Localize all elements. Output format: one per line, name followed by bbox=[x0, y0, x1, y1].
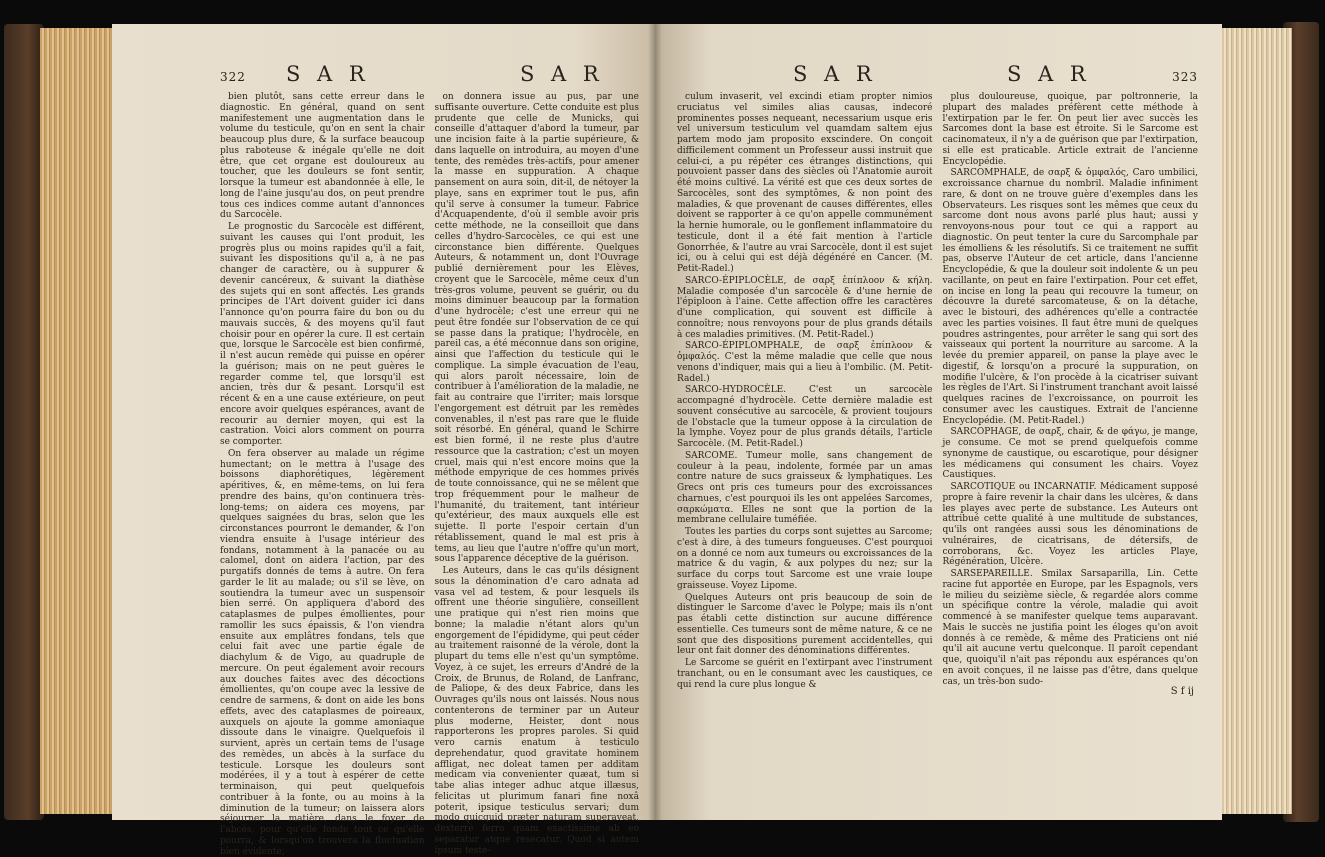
paragraph: SARCO-ÉPIPLOMPHALE, de σαρξ ἐπίπλοον & ὀμφαλός. C'est la même maladie que celle que nous venons d'indiquer, mais qui a lieu à l'ombilic. (M. Petit-Radel.) bbox=[677, 341, 933, 384]
left-page bbox=[112, 24, 655, 857]
paragraph: bien plutôt, sans cette erreur dans le diagnostic. En général, quand on sent manifestement une augmentation dans le volume du testicule, qu'on en sent la chair beaucoup plus dure, & la surface beaucoup plus raboteuse & inégale qu'elle ne doit être, que cet organe est douloureux au toucher, que les douleurs se font sentir, lorsque la tumeur est abandonnée à elle, le long de l'aine jusqu'au dos, on peut prendre tous ces indices comme autant d'annonces du Sarcocèle. bbox=[220, 92, 425, 221]
paragraph: SARCOMPHALE, de σαρξ & ὀμφαλός, Caro umbilici, excroissance charnue du nombril. Maladie infiniment rare, & dont on ne trouve guère d'exemples dans les Observateurs. Les risques sont les mêmes que ceux du sarcome dont nous avons parlé plus haut; aussi y renvoyons-nous pour tout ce qui a rapport au diagnostic. On peut tenter la cure du Sarcomphale par les émolliens & les résolutifs. Si ce traitement ne suffit pas, observe l'Auteur de cet article, dans l'ancienne Encyclopédie, & que la douleur soit indolente & un peu vacillante, on peut en faire l'extirpation. Pour cet effet, on incise en long la peau qui recouvre la tumeur, on découvre la dureté sarcomateuse, & on la détache, avec le bistouri, des adhérences qu'elle a contractée avec les parties voisines. Il faut être muni de quelques poudres astringentes, pour arrêter le sang qui sort des vaisseaux qui portent la nourriture au sarcome. A la levée du premier appareil, on panse la playe avec le digestif, & lorsqu'on a procuré la suppuration, on modifie l'ulcère, & l'on procède à la cicatriser suivant les règles de l'Art. Si l'instrument tranchant avoit laissé quelques racines de l'excroissance, on pourroit les consumer avec les caustiques. Extrait de l'ancienne Encyclopédie. (M. Petit-Radel.) bbox=[942, 168, 1198, 426]
paragraph: Les Auteurs, dans le cas qu'ils désignent sous la dénomination d'e caro adnata ad vasa vel ad testem, & pour lesquels ils offrent une théorie singulière, conseillent une pratique qui n'est rien moins que bonne; la maladie n'étant alors qu'un engorgement de l'épididyme, qui peut céder au traitement raisonné de la vérole, dont la plupart du tems elle n'est qu'un symptôme. Voyez, à ce sujet, les erreurs d'André de la Croix, de Brunus, de Roland, de Lanfranc, de Paliope, & des deux Fabrice, dans les Ouvrages qu'ils nous ont laissés. Nous nous contenterons de terminer par un Auteur plus moderne, Heister, dont nous rapporterons les propres paroles. Si quid vero carnis enatum à testiculo deprehendatur, quod gravitate hominem affligat, nec doleat tamen per additam medicam via convenienter quæat, tum si tabe alias integer adhuc atque illæsus, felicitas ut plurimum fanari fine noxâ poterit, ipsique testiculus servari; dum modo quicquid præter naturam superaveat, dexterrè ferro quam exactissime ab eo separatur atque resecatur. Quod si autem ipsum teste- bbox=[434, 566, 639, 856]
paragraph: On fera observer au malade un régime humectant; on le mettra à l'usage des boissons diaphorétiques, légèrement apéritives, &, en même-tems, on lui fera prendre des bains, qu'on continuera très-long-tems; on aidera ces moyens, par quelques saignées du bras, selon que les circonstances pourront le demander, & l'on viendra ensuite à l'usage intérieur des fondans, notamment à la panacée ou au calomel, dont on aidera l'action, par des purgatifs donnés de tems à autre. On fera garder le lit au malade; ou s'il se lève, on soutiendra la tumeur avec un suspensoir bien serré. On appliquera d'abord des cataplasmes de pulpes émollientes, pour ramollir les sucs épaissis, & l'on viendra ensuite aux emplâtres fondans, tels que celui fait avec une partie égale de diachylum & de Vigo, au quadruple de mercure. On peut également avoir recours aux douches faites avec des décoctions émollientes, qu'on coupe avec la lessive de cendre de sarmens, & dont on aide les bons effets, avec des cataplasmes de poireaux, auxquels on ajoute la gomme amoniaque dissoute dans le vinaigre. Quelquefois il survient, après un certain tems de l'usage des remèdes, un abcès à la surface du testicule. Lorsque les douleurs sont modérées, il y a tout à espérer de cette terminaison, qui peut quelquefois contribuer à la fonte, ou au moins à la diminution de la tumeur; on laissera alors séjourner la matière, dans le foyer de l'abcès, pour qu'elle fonde tout ce qu'elle pourra, & lorsqu'on trouvera la fluctuation bien évidente, bbox=[220, 448, 425, 857]
right-page-number: 323 bbox=[1172, 70, 1198, 84]
paragraph: SARCOME. Tumeur molle, sans changement de couleur à la peau, indolente, formée par un amas contre nature de sucs graisseux & lymphatiques. Les Grecs ont pris ces tumeurs pour des excroissances charnues, c'est pourquoi ils les ont appelées Sarcomes, σαρκώματα. Elles ne sont que la portion de la membrane cellulaire tuméfiée. bbox=[677, 450, 933, 526]
page-edges-left bbox=[40, 28, 112, 814]
paragraph: Quelques Auteurs ont pris beaucoup de soin de distinguer le Sarcome d'avec le Polype; mais ils n'ont pas établi cette distinction sur aucune différence essentielle. Ces tumeurs sont de même nature, & ce ne sont que des dispositions purement accidentelles, qui leur ont fait donner des dénominations différentes. bbox=[677, 592, 933, 657]
left-running-head-1: S A R bbox=[286, 62, 370, 86]
book-cover-left bbox=[4, 24, 44, 820]
right-running-head-1: S A R bbox=[793, 62, 877, 86]
paragraph: Le Sarcome se guérit en l'extirpant avec l'instrument tranchant, ou en le consumant avec les caustiques, ce qui rend la cure plus longue & bbox=[677, 658, 933, 690]
right-page-header bbox=[677, 62, 1198, 92]
left-page-column-1 bbox=[220, 92, 425, 857]
left-page-number: 322 bbox=[220, 70, 246, 84]
right-running-head-2: S A R bbox=[1007, 62, 1091, 86]
paragraph: culum invaserit, vel excindi etiam propter nimios cruciatus vel similes alias causas, indecoré prominentes posses nequeant, necessarium usque eris vel universum testiculum vel quamdam saltem ejus partem modo jam proposito exscindere. On conçoit difficilement comment un Professeur aussi instruit que celui-ci, a pu répéter ces étranges distinctions, qui pouvoient passer dans des siècles où l'Anatomie auroit été moins cultivé. La vérité est que ces deux sortes de Sarcocèles, sont des symptômes, & non point des maladies, & que provenant de causes différentes, elles doivent se rapporter à ce qu'on appelle communément la hernie humorale, ou le gonflement inflammatoire du testicule, dont il a été fait mention à l'article Gonorrhée, & l'autre au vrai Sarcocèle, dont il est sujet ici, ou à celui qui est déjà dégénéré en Cancer. (M. Petit-Radel.) bbox=[677, 92, 933, 274]
right-page-column-1 bbox=[677, 92, 933, 698]
paragraph: SARCO-HYDROCÈLE. C'est un sarcocèle accompagné d'hydrocèle. Cette dernière maladie est souvent consécutive au sarcocèle, & provient toujours de l'obstacle que la tumeur oppose à la circulation de la lymphe. Voyez pour de plus grands détails, l'article Sarcocèle. (M. Petit-Radel.) bbox=[677, 385, 933, 449]
left-page-column-2 bbox=[435, 92, 640, 857]
paragraph: Toutes les parties du corps sont sujettes au Sarcome; c'est à dire, à des tumeurs fongueuses. C'est pourquoi on a donné ce nom aux tumeurs ou excroissances de la matrice & du vagin, & aux polypes du nez; sur la surface du corps tout Sarcome est une vraie loupe graisseuse. Voyez Lipome. bbox=[677, 527, 933, 591]
paragraph: SARCOPHAGE, de σαρξ, chair, & de φάγω, je mange, je consume. Ce mot se prend quelquefois comme synonyme de caustique, ou escarotique, pour désigner les médicamens qui consument les chairs. Voyez Caustiques. bbox=[942, 427, 1198, 481]
right-page-column-2 bbox=[943, 92, 1199, 698]
paragraph: SARCOTIQUE ou INCARNATIF. Médicament supposé propre à faire revenir la chair dans les ulcères, & dans les playes avec perte de substance. Les Auteurs ont attribué cette qualité à une multitude de substances, qu'ils ont rangées aussi sous les dénominations de vulnéraires, de cicatrisans, de détersifs, de corroborans, &c. Voyez les articles Playe, Régénération, Ulcère. bbox=[942, 482, 1198, 568]
book-gutter bbox=[648, 24, 662, 820]
right-page bbox=[655, 24, 1222, 820]
left-page-header bbox=[220, 62, 639, 92]
signature-mark: S f ij bbox=[1170, 686, 1194, 698]
paragraph: SARSEPAREILLE. Smilax Sarsaparilla, Lin. Cette racine fut apportée en Europe, par les Espagnols, vers le milieu du seizième siècle, & regardée alors comme un spécifique contre la vérole, maladie qui avoit commencé à se manifester quelque tems auparavant. Mais le succès ne justifia point les éloges qu'on avoit donnés à ce remède, & même des Praticiens ont nié qu'il ait aucune vertu quelconque. Il paroît cependant que, quoiqu'il n'ait pas répondu aux espérances qu'on en avoit conçues, il ne laisse pas d'être, dans quelque cas, un très-bon sudo- bbox=[942, 569, 1198, 687]
paragraph: Le prognostic du Sarcocèle est différent, suivant les causes qui l'ont produit, les progrès plus ou moins rapides qu'il a fait, suivant les dispositions qu'il a, à ne pas changer de caractère, ou à suppurer & devenir cancéreux, & suivant la diathèse des sujets qui en sont affectés. Les grands principes de l'Art doivent guider ici dans l'annonce qu'on pourra faire du bon ou du mauvais succès, & des moyens qu'il faut choisir pour en opérer la cure. Il est certain que, lorsque le Sarcocèle est bien confirmé, il n'est aucun remède qui puisse en opérer la guérison; mais on ne peut guères le regarder comme tel, que lorsqu'il est ancien, très dur & pesant. Lorsqu'il est récent & en a une cause extérieure, on peut encore avoir quelques espérances, avant de recourir au dernier moyen, qui est la castration. Voici alors comment on pourra se comporter. bbox=[220, 222, 425, 447]
paragraph: on donnera issue au pus, par une suffisante ouverture. Cette conduite est plus prudente que celle de Municks, qui conseille d'attaquer d'abord la tumeur, par une incision faite à la partie supérieure, & dans laquelle on introduira, au moyen d'une tente, des remèdes très-actifs, pour amener la masse en suppuration. A chaque pansement on aura soin, dit-il, de nétoyer la playe, sans en exprimer tout le pus, afin qu'il serve à consumer la tumeur. Fabrice d'Acquapendente, d'où il semble avoir pris cette méthode, ne la conseilloit que dans celles d'hydro-Sarcocèles, ce qui est une circonstance bien différente. Quelques Auteurs, & notamment un, dont l'Ouvrage publié dernièrement pour les Elèves, croyent que le Sarcocèle, même ceux d'un très-gros volume, peuvent se guérir, ou du moins diminuer beaucoup par la formation d'une hydrocèle; c'est une erreur qui ne peut être fondée sur l'observation de ce qui se passe dans la pratique; l'hydrocèle, en pareil cas, a été méconnue dans son origine, ainsi que l'affection du testicule qui le complique. La simple évacuation de l'eau, qui alors paroît nécessaire, loin de contribuer à l'amélioration de la maladie, ne fait au contraire que l'irriter; mais lorsque l'engorgement est détruit par les remèdes convenables, il n'est pas rare que le fluide soit résorbé. En général, quand le Schirre est bien formé, il ne reste plus d'autre ressource que la castration; c'est un moyen cruel, mais qui n'est encore moins que la méthode empyrique de ces hommes privés de toute connoissance, qui ne se mêlent que trop fréquemment pour le malheur de l'humanité, du traitement, tant intérieur qu'extérieur, des maux auxquels elle est sujette. Il porte l'espoir certain d'un rétablissement, quand le mal est pris à tems, au lieu que l'autre n'offre qu'un mort, sous l'apparence déceptive de la guérison. bbox=[434, 92, 639, 565]
left-running-head-2: S A R bbox=[520, 62, 604, 86]
paragraph: SARCO-ÉPIPLOCÈLE, de σαρξ ἐπίπλοον & κήλη. Maladie composée d'un sarcocèle & d'une hernie de l'épiploon à l'aine. Cette affection offre les caractères d'une complication, qui souvent est difficile à connoître; nous renvoyons pour de plus grands détails à ces maladies primitives. (M. Petit-Radel.) bbox=[677, 275, 933, 340]
page-edges-right bbox=[1222, 28, 1292, 814]
paragraph: plus douloureuse, quoique, par poltronnerie, la plupart des malades préfèrent cette méthode à l'extirpation par le fer. On peut lier avec succès les Sarcomes dont la base est étroite. Si le Sarcome est cacinomateux, il n'y a de guérison que par l'extirpation, si elle est praticable. Article extrait de l'ancienne Encyclopédie. bbox=[942, 92, 1198, 167]
